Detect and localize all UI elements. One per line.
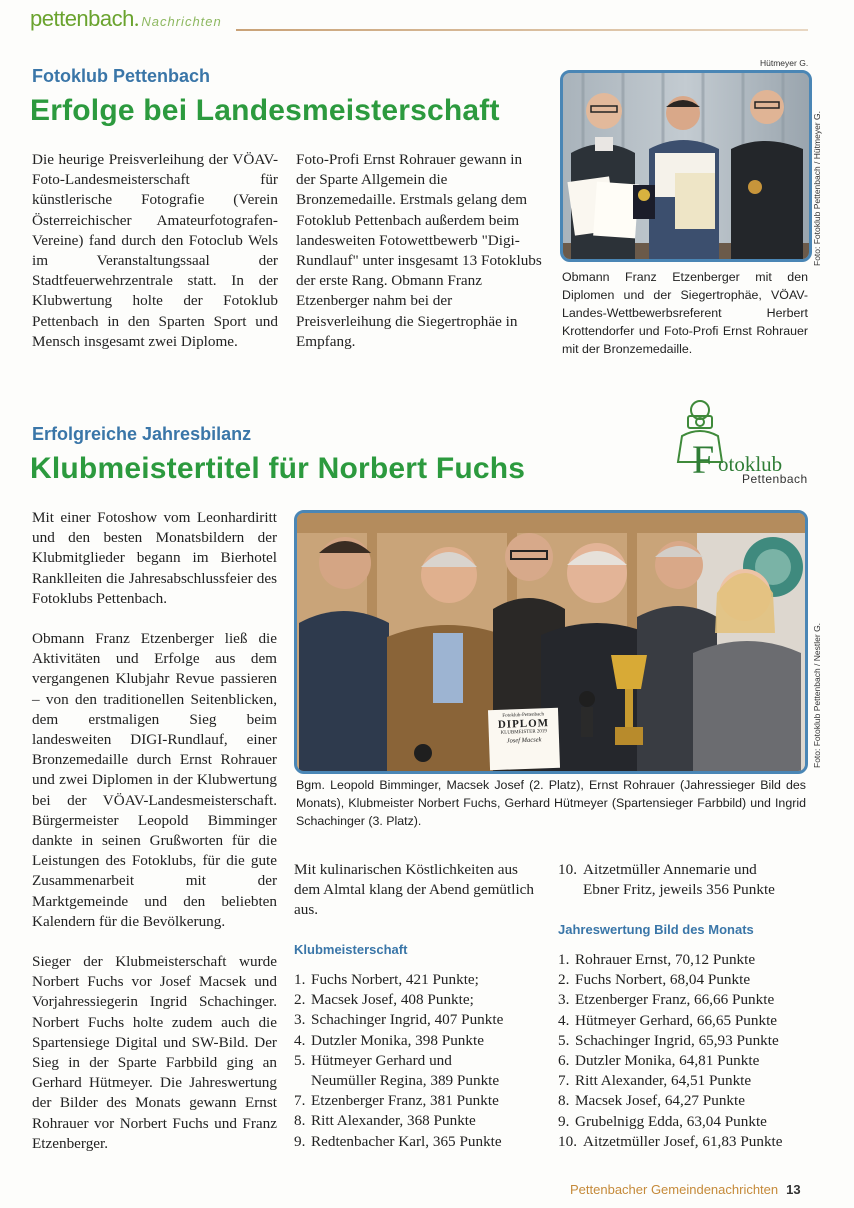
list-item [558,990,818,1010]
list-item-text: Ebner Fritz, jeweils 356 Punkte [583,881,775,899]
list-item-text: Grubelnigg Edda, 63,04 Punkte [575,1112,767,1130]
article2-paragraph3: Sieger der Klubmeisterschaft wurde Norbert Fuchs vor Josef Macsek und Vorjahressiegerin Ingrid Schachinger. Norbert Fuchs holte zudem auch die Spartensiege Digital und SW-Bild. Der Sieg in der Sparte Farbbild ging an Gerhard Hütmeyer. Die Jahreswertung der Bilder des Monats gewann Ernst Rohrauer vor Norbert Fuchs und Franz Etzenberger. [32,953,277,1152]
list-item [558,1132,818,1152]
list-item [558,1112,818,1132]
list-item-text: Fuchs Norbert, 68,04 Punkte [575,971,751,989]
list-item-text: Aitzetmüller Josef, 61,83 Punkte [583,1132,783,1150]
list-item [294,1010,550,1030]
list-item-text: Hütmeyer Gerhard und [311,1051,452,1069]
diploma-name: Josef Macsek [506,736,542,745]
list-item-rank: 10. [558,861,577,878]
list-item-text: Macsek Josef, 408 Punkte; [311,991,474,1009]
list-item-text: Dutzler Monika, 398 Punkte [311,1031,484,1049]
list-item-rank: 5. [294,1051,306,1069]
bild-des-monats-heading: Jahreswertung Bild des Monats [558,922,754,937]
footer [570,1182,801,1197]
photo-award-ceremony-art [563,73,809,259]
list-item-rank: 8. [558,1092,570,1110]
article2-paragraph2: Obmann Franz Etzenberger ließ die Aktivitäten und Erfolge aus dem vergangenen Klubjahr Revue passieren – von den traditionellen Seitenblicken, dem erstmaligen Sieg beim landesweiten DIGI-Rundlauf, einer Bronzemedaille durch Ernst Rohrauer und zwei Diplomen in der Klubwertung bei der VÖAV-Landesmeisterschaft. Bürgermeister Leopold Bimminger dankte in seinen Grußworten für die Leistungen des Fotoklubs, für die gute Zusammenarbeit mit der Marktgemeinde und den beliebten Kalendern für die Bevölkerung. [32,630,277,930]
masthead-pettenbach: pettenbach [30,6,134,31]
list-item-text: Fuchs Norbert, 421 Punkte; [311,971,479,988]
list-item-text: Dutzler Monika, 64,81 Punkte [575,1052,760,1070]
list-item-text: Hütmeyer Gerhard, 66,65 Punkte [575,1011,778,1029]
list-item-text: Macsek Josef, 64,27 Punkte [575,1092,745,1110]
list-item [294,1031,550,1051]
article2-closing [294,860,544,921]
list-item-rank: 9. [294,1132,306,1150]
klubmeisterschaft-heading: Klubmeisterschaft [294,942,408,957]
list-item-rank: 8. [294,1112,306,1130]
list-item [558,950,818,970]
list-item-rank: 9. [558,1112,570,1130]
list-item [294,1132,550,1152]
list-item-rank: 3. [558,991,570,1009]
list-item [294,970,550,990]
article1-headline: Erfolge bei Landesmeisterschaft [30,94,500,127]
article2-kicker: Erfolgreiche Jahresbilanz [32,424,252,444]
article1-col1 [32,150,278,352]
list-item [558,1031,818,1051]
list-item [294,1051,550,1071]
diploma-card [488,708,560,770]
diploma-org: Fotoklub-Pettenbach [502,712,545,719]
list-item-text: Neumüller Regina, 389 Punkte [311,1072,500,1090]
list-item-text: Aitzetmüller Annemarie und [583,861,757,878]
list-item-text: Redtenbacher Karl, 365 Punkte [311,1132,502,1150]
logo-otoklub: otoklub [718,452,783,476]
list-item [294,1091,550,1111]
list-item-text: Etzenberger Franz, 66,66 Punkte [575,991,775,1009]
footer-publication: Pettenbacher Gemeindenachrichten [570,1182,779,1197]
article2-paragraph4: Mit kulinarischen Köstlichkeiten aus dem Almtal klang der Abend gemütlich aus. [294,861,534,919]
list-item-rank: 7. [558,1072,570,1090]
list-item [558,1091,818,1111]
list-item-rank [294,1071,311,1091]
list-item-rank: 1. [294,971,306,988]
list-item-rank: 4. [558,1011,570,1029]
list-item [558,1011,818,1031]
list-item [558,970,818,990]
bild-des-monats-list [558,950,818,1152]
list-item [294,990,550,1010]
list-item-rank: 2. [294,991,306,1009]
diploma-title: DIPLOM [497,717,550,731]
list-item-text: Ritt Alexander, 64,51 Punkte [575,1072,752,1090]
article2-headline: Klubmeistertitel für Norbert Fuchs [30,452,526,485]
list-item-text: Schachinger Ingrid, 407 Punkte [311,1011,504,1029]
list-item [558,880,818,900]
list-item-rank: 10. [558,1132,577,1150]
photo-award-ceremony [560,70,812,262]
masthead-nachrichten: Nachrichten [141,14,222,29]
logo-pettenbach: Pettenbach [742,472,808,486]
list-item-rank: 2. [558,971,570,989]
article1-col2 [296,150,544,352]
list-item-text: Schachinger Ingrid, 65,93 Punkte [575,1031,779,1049]
list-item [294,1071,550,1091]
list-item-rank: 1. [558,951,570,968]
klubmeisterschaft-list [294,970,550,1152]
list-item-text: Rohrauer Ernst, 70,12 Punkte [575,951,756,968]
photo1-credit: Foto: Fotoklub Pettenbach / Hütmeyer G. [812,111,822,266]
diploma-sub: KLUBMEISTER 2019 [500,729,547,736]
list-item-rank: 5. [558,1031,570,1049]
list-item-rank: 3. [294,1011,306,1029]
klubmeisterschaft-list-continued [558,860,818,900]
list-item-text: Etzenberger Franz, 381 Punkte [311,1092,499,1110]
photo2-credit: Foto: Fotoklub Pettenbach / Nestler G. [812,622,822,768]
article1-col1-text: Die heurige Preisverleihung der VÖAV-Foto-Landesmeisterschaft für künstlerische Fotografie (Verein Österreichischer Amateurfotografen-Vereine) fand durch den Fotoclub Wels im Veranstaltungssaal der Stadtfeuerwehrzentrale statt. In der Klubwertung holte der Fotoklub Pettenbach in den Sparten Sport und Mensch insgesamt zwei Diplome. [32,151,278,350]
list-item [558,860,818,880]
article2-paragraph1: Mit einer Fotoshow vom Leonhardiritt und den besten Monatsbildern der Klubmitglieder begann im Bierhotel Ranklleiten die Jahresabschlussfeier des Fotoklubs Pettenbach. [32,509,277,607]
article1-col2-text: Foto-Profi Ernst Rohrauer gewann in der Sparte Allgemein die Bronzemedaille. Erstmals gelang dem Fotoklub Pettenbach außerdem beim landesweiten Fotowettbewerb "Digi-Rundlauf" unter insgesamt 13 Fotoklubs der erste Rang. Obmann Franz Etzenberger nahm bei der Preisverleihung die Siegertrophäe in Empfang. [296,151,542,350]
photo1-author: Hütmeyer G. [760,58,809,68]
masthead-rule [236,29,808,31]
list-item-text: Ritt Alexander, 368 Punkte [311,1112,476,1130]
list-item [558,1051,818,1071]
list-item [294,1111,550,1131]
photo-club-champions [294,510,808,774]
masthead [30,6,222,32]
photo2-caption: Bgm. Leopold Bimminger, Macsek Josef (2. Platz), Ernst Rohrauer (Jahressieger Bild des Monats), Klubmeister Norbert Fuchs, Gerhard Hütmeyer (Spartensieger Farbbild) und Ingrid Schachinger (3. Platz). [296,778,806,828]
article1-kicker: Fotoklub Pettenbach [32,66,211,86]
list-item-rank: 6. [558,1052,570,1070]
list-item-rank [558,880,583,900]
masthead-dot: . [133,6,140,31]
fotoklub-logo [666,396,812,488]
logo-big-f: F [692,437,715,482]
article2-col1 [32,508,277,1154]
list-item [558,1071,818,1091]
page-number: 13 [786,1182,801,1197]
list-item-rank: 7. [294,1092,306,1110]
list-item-rank: 4. [294,1031,306,1049]
photo1-caption: Obmann Franz Etzenberger mit den Diplomen und der Siegertrophäe, VÖAV-Landes-Wettbewerbsreferent Herbert Krottendorfer und Foto-Profi Ernst Rohrauer mit der Bronzemedaille. [562,270,808,356]
